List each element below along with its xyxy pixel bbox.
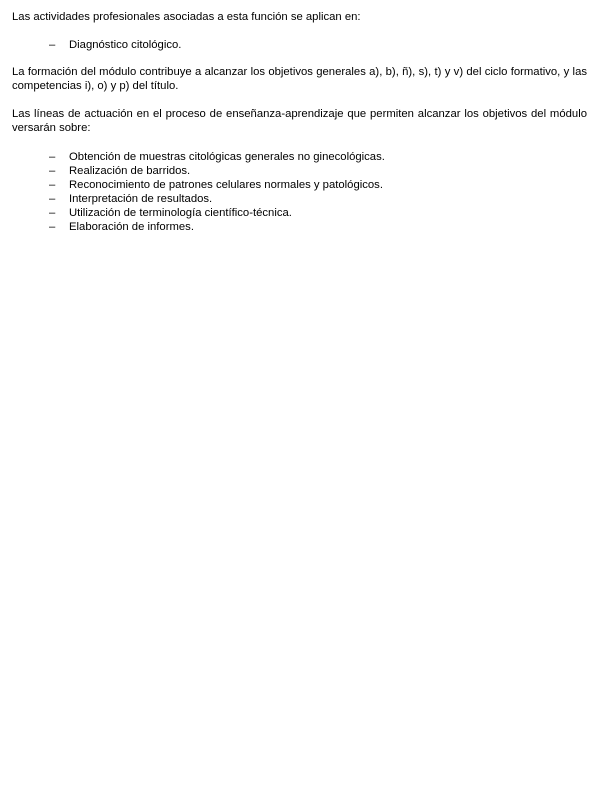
list-item [12, 38, 587, 52]
dash-bullet-icon: – [49, 193, 56, 205]
lines-list [12, 150, 587, 234]
dash-bullet-icon: – [49, 151, 56, 163]
list-item-text: Diagnóstico citológico. [69, 39, 182, 51]
list-item-text: Elaboración de informes. [69, 221, 194, 233]
list-item [12, 164, 587, 178]
list-item-text: Interpretación de resultados. [69, 193, 213, 205]
document-page [12, 10, 587, 234]
dash-bullet-icon: – [49, 179, 56, 191]
dash-bullet-icon: – [49, 221, 56, 233]
dash-bullet-icon: – [49, 165, 56, 177]
intro-paragraph: Las actividades profesionales asociadas a esta función se aplican en: [12, 11, 361, 23]
list-item [12, 220, 587, 234]
dash-bullet-icon: – [49, 207, 56, 219]
objectives-paragraph: La formación del módulo contribuye a alcanzar los objetivos generales a), b), ñ), s), t) y v) del ciclo formativo, y las competencias i), o) y p) del título. [12, 66, 587, 92]
list-item [12, 150, 587, 164]
dash-bullet-icon: – [49, 39, 56, 51]
functions-list [12, 38, 587, 52]
list-item [12, 206, 587, 220]
lines-intro-paragraph: Las líneas de actuación en el proceso de enseñanza-aprendizaje que permiten alcanzar los objetivos del módulo versarán sobre: [12, 108, 587, 134]
list-item-text: Utilización de terminología científico-técnica. [69, 207, 292, 219]
list-item [12, 192, 587, 206]
list-item-text: Obtención de muestras citológicas generales no ginecológicas. [69, 151, 385, 163]
list-item-text: Reconocimiento de patrones celulares normales y patológicos. [69, 179, 383, 191]
list-item-text: Realización de barridos. [69, 165, 191, 177]
list-item [12, 178, 587, 192]
